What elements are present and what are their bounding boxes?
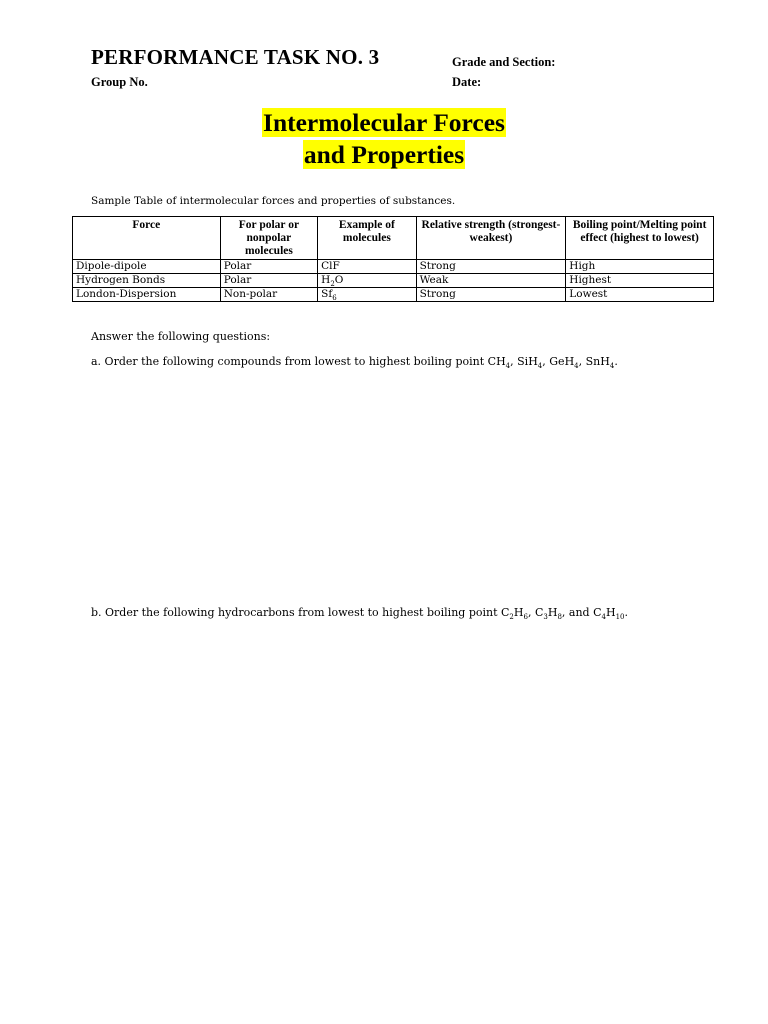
- formula-c: C: [593, 606, 602, 619]
- cell-force: London-Dispersion: [73, 288, 221, 302]
- cell-force: Dipole-dipole: [73, 260, 221, 274]
- table-header-row: [73, 217, 714, 260]
- task-title: PERFORMANCE TASK NO. 3: [91, 45, 380, 69]
- cell-example: [318, 260, 416, 274]
- cell-polarity: Non-polar: [220, 288, 317, 302]
- group-number-label: Group No.: [91, 75, 148, 89]
- answer-instructions: Answer the following questions:: [91, 330, 271, 343]
- cell-effect: High: [566, 260, 714, 274]
- formula-c: C: [534, 606, 544, 619]
- formula-subscript: 2: [509, 613, 514, 622]
- cell-strength: Strong: [416, 260, 566, 274]
- formula-subscript: 3: [543, 613, 548, 622]
- formula-subscript: 10: [615, 613, 625, 622]
- header-polarity: For polar or nonpolar molecules: [220, 217, 317, 260]
- header-force: Force: [73, 217, 221, 260]
- formula-subscript: 4: [574, 362, 579, 371]
- formula-h: H: [547, 606, 558, 619]
- compound-snh4: [585, 355, 618, 371]
- formula-h: H: [605, 606, 616, 619]
- question-b-text: b. Order the following hydrocarbons from lowest to highest boiling point: [91, 606, 501, 619]
- cell-example: [318, 288, 416, 302]
- cell-strength: Weak: [416, 274, 566, 288]
- main-title-line-2: [0, 139, 768, 171]
- cell-strength: Strong: [416, 288, 566, 302]
- question-b: [91, 606, 628, 622]
- forces-table: [72, 216, 714, 302]
- formula-h: H: [513, 606, 524, 619]
- formula-subscript: 4: [601, 613, 606, 622]
- separator: .: [614, 355, 618, 368]
- formula-c: C: [501, 606, 510, 619]
- cell-effect: Highest: [566, 274, 714, 288]
- formula-tail: O: [334, 274, 344, 286]
- main-title-line-1-text: Intermolecular Forces: [263, 108, 505, 137]
- table-row: [73, 260, 714, 274]
- formula-subscript: 6: [523, 613, 528, 622]
- compound-sih4: [517, 355, 550, 371]
- grade-section-label: Grade and Section:: [452, 55, 556, 69]
- separator: ,: [510, 355, 518, 368]
- main-title-line-2-text: and Properties: [303, 140, 465, 169]
- cell-polarity: Polar: [220, 274, 317, 288]
- cell-polarity: Polar: [220, 260, 317, 274]
- table-row: [73, 274, 714, 288]
- formula-main: GeH: [549, 355, 575, 368]
- formula-subscript: 6: [332, 294, 337, 303]
- cell-example: [318, 274, 416, 288]
- compound-c4h10: [593, 606, 628, 622]
- formula-subscript: 4: [609, 362, 615, 371]
- formula-main: Sf: [321, 288, 333, 300]
- separator: .: [624, 606, 628, 619]
- main-title-line-1: [0, 107, 768, 139]
- compound-ch4: [487, 355, 518, 371]
- compound-c3h8: [534, 606, 594, 622]
- formula-subscript: 4: [537, 362, 543, 371]
- cell-force: Hydrogen Bonds: [73, 274, 221, 288]
- formula-main: ClF: [321, 260, 340, 272]
- header-strength: Relative strength (strongest-weakest): [416, 217, 566, 260]
- separator: , and: [561, 606, 594, 619]
- formula-main: CH: [487, 355, 506, 368]
- formula-subscript: 8: [557, 613, 562, 622]
- separator: ,: [578, 355, 586, 368]
- header-effect: Boiling point/Melting point effect (highest to lowest): [566, 217, 714, 260]
- formula-subscript: 2: [330, 280, 335, 289]
- formula-main: SiH: [517, 355, 538, 368]
- formula-main: H: [321, 274, 331, 286]
- compound-geh4: [549, 355, 586, 371]
- formula-subscript: 4: [505, 362, 511, 371]
- table-row: [73, 288, 714, 302]
- header-example: Example of molecules: [318, 217, 416, 260]
- cell-effect: Lowest: [566, 288, 714, 302]
- date-label: Date:: [452, 75, 482, 89]
- table-intro: Sample Table of intermolecular forces and properties of substances.: [91, 195, 456, 207]
- formula-main: SnH: [585, 355, 610, 368]
- question-a: [91, 355, 618, 371]
- separator: ,: [527, 606, 535, 619]
- separator: ,: [542, 355, 550, 368]
- question-a-text: a. Order the following compounds from lowest to highest boiling point: [91, 355, 488, 368]
- compound-c2h6: [501, 606, 535, 622]
